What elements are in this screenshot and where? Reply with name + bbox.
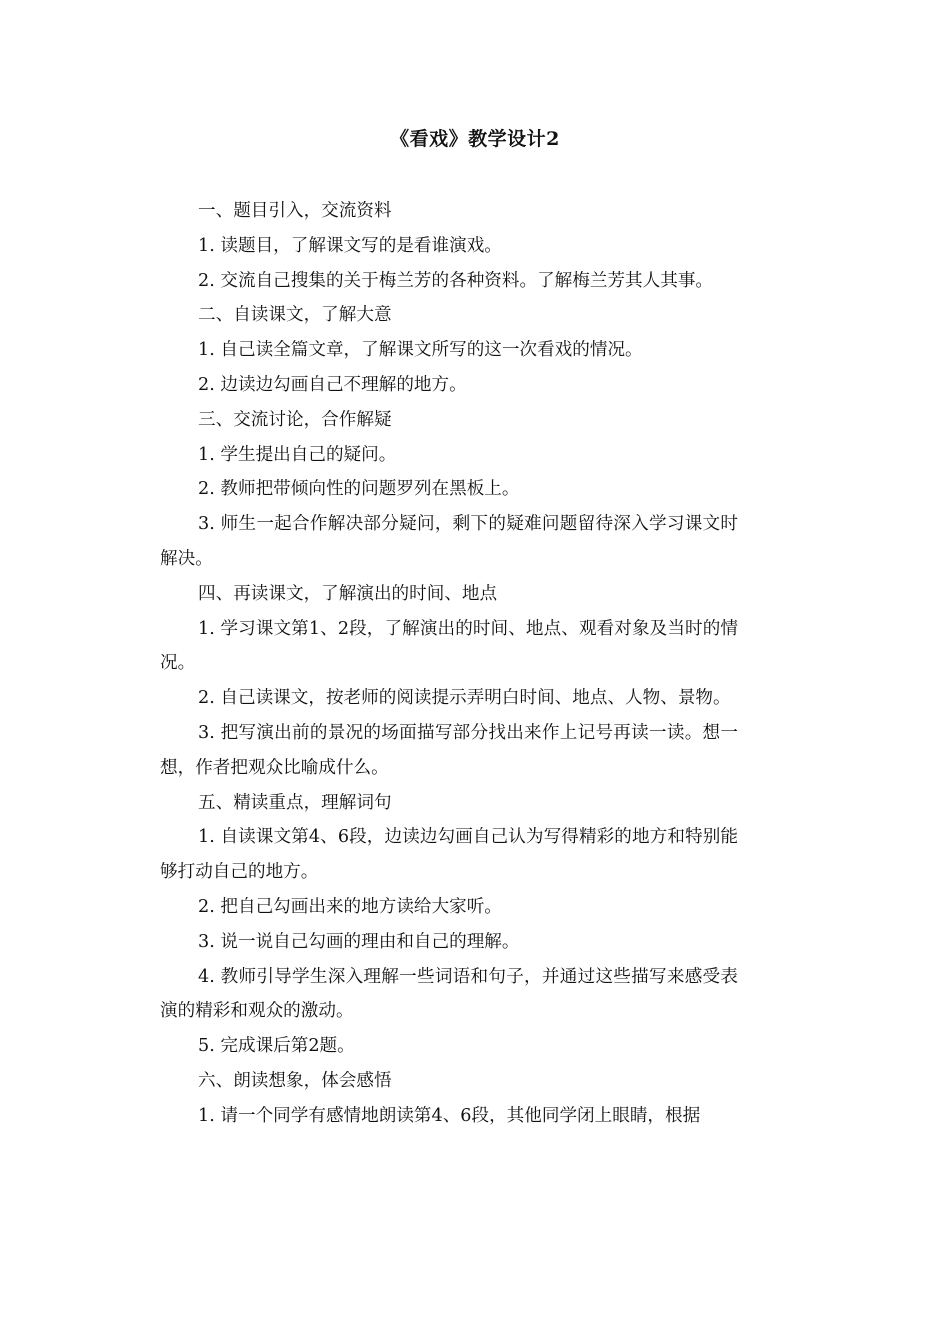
document-body bbox=[160, 194, 738, 1134]
list-item: 1. 请一个同学有感情地朗读第4、6段，其他同学闭上眼睛，根据 bbox=[198, 1105, 701, 1126]
list-item: 1. 学习课文第1、2段，了解演出的时间、地点、观看对象及当时的情况。 bbox=[160, 618, 738, 674]
list-item: 3. 把写演出前的景况的场面描写部分找出来作上记号再读一读。想一想，作者把观众比喻成什么。 bbox=[160, 722, 738, 778]
list-item: 5. 完成课后第2题。 bbox=[198, 1036, 355, 1057]
list-item: 4. 教师引导学生深入理解一些词语和句子，并通过这些描写来感受表演的精彩和观众的激动。 bbox=[160, 966, 738, 1022]
section-heading: 二、自读课文，了解大意 bbox=[198, 305, 392, 326]
list-item: 1. 自读课文第4、6段，边读边勾画自己认为写得精彩的地方和特别能够打动自己的地方。 bbox=[160, 827, 738, 883]
section-heading: 三、交流讨论，合作解疑 bbox=[198, 409, 392, 430]
list-item: 2. 把自己勾画出来的地方读给大家听。 bbox=[198, 896, 502, 917]
document-title: 《看戏》教学设计2 bbox=[390, 128, 560, 150]
list-item: 2. 教师把带倾向性的问题罗列在黑板上。 bbox=[198, 479, 520, 500]
list-item: 1. 自己读全篇文章，了解课文所写的这一次看戏的情况。 bbox=[198, 340, 643, 361]
list-item: 2. 交流自己搜集的关于梅兰芳的各种资料。了解梅兰芳其人其事。 bbox=[198, 270, 714, 291]
section-heading: 五、精读重点，理解词句 bbox=[198, 792, 392, 813]
list-item: 3. 师生一起合作解决部分疑问，剩下的疑难问题留待深入学习课文时解决。 bbox=[160, 514, 738, 569]
section-heading: 四、再读课文，了解演出的时间、地点 bbox=[198, 583, 498, 604]
section-heading: 一、题目引入，交流资料 bbox=[198, 201, 392, 221]
list-item: 2. 边读边勾画自己不理解的地方。 bbox=[198, 374, 467, 395]
list-item: 1. 读题目，了解课文写的是看谁演戏。 bbox=[198, 235, 502, 256]
list-item: 2. 自己读课文，按老师的阅读提示弄明白时间、地点、人物、景物。 bbox=[198, 688, 731, 709]
list-item: 3. 说一说自己勾画的理由和自己的理解。 bbox=[198, 931, 520, 952]
list-item: 1. 学生提出自己的疑问。 bbox=[198, 444, 397, 465]
section-heading: 六、朗读想象，体会感悟 bbox=[198, 1070, 392, 1091]
